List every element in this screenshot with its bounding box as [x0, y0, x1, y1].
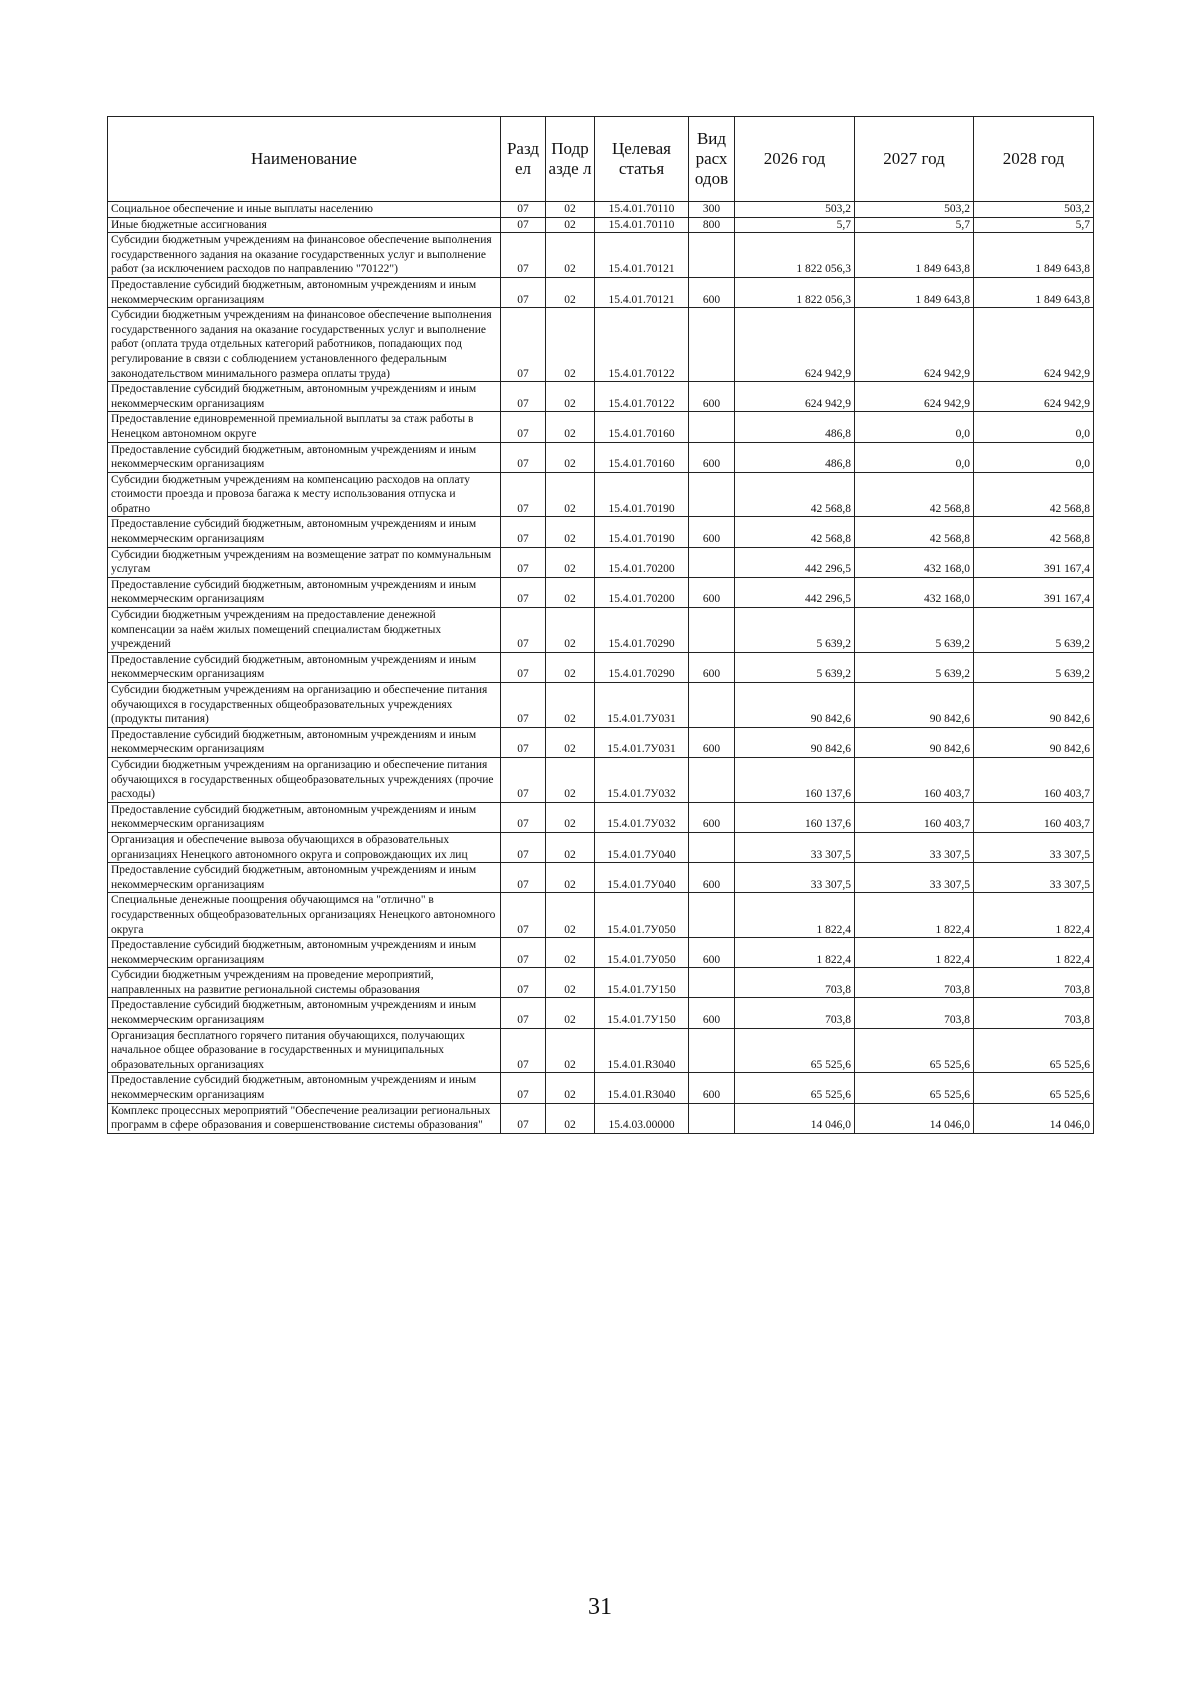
cell-2027: 703,8: [855, 998, 974, 1028]
table-row: [108, 1028, 1094, 1073]
cell-name: Субсидии бюджетным учреждениям на организацию и обеспечение питания обучающихся в государственных общеобразовательных учреждениях (продукты питания): [108, 683, 501, 728]
cell-vid: 800: [689, 217, 735, 233]
table-row: [108, 863, 1094, 893]
table-row: [108, 233, 1094, 278]
cell-celevaya: 15.4.01.7У032: [595, 802, 689, 832]
cell-2026: 160 137,6: [735, 802, 855, 832]
table-row: [108, 217, 1094, 233]
cell-podrazdel: 02: [546, 277, 595, 307]
cell-2026: 1 822 056,3: [735, 277, 855, 307]
cell-razdel: 07: [501, 547, 546, 577]
cell-podrazdel: 02: [546, 577, 595, 607]
cell-2026: 503,2: [735, 202, 855, 218]
cell-2028: 5,7: [974, 217, 1094, 233]
cell-celevaya: 15.4.01.70122: [595, 382, 689, 412]
table-row: [108, 308, 1094, 382]
cell-podrazdel: 02: [546, 217, 595, 233]
cell-2026: 65 525,6: [735, 1073, 855, 1103]
cell-razdel: 07: [501, 412, 546, 442]
cell-2027: 5 639,2: [855, 608, 974, 653]
cell-name: Предоставление субсидий бюджетным, автономным учреждениям и иным некоммерческим организациям: [108, 652, 501, 682]
cell-2026: 1 822 056,3: [735, 233, 855, 278]
cell-podrazdel: 02: [546, 233, 595, 278]
cell-podrazdel: 02: [546, 832, 595, 862]
cell-2027: 33 307,5: [855, 832, 974, 862]
cell-2027: 1 822,4: [855, 938, 974, 968]
header-2026: 2026 год: [735, 117, 855, 202]
cell-celevaya: 15.4.01.70290: [595, 652, 689, 682]
cell-celevaya: 15.4.01.70110: [595, 217, 689, 233]
cell-2026: 624 942,9: [735, 382, 855, 412]
cell-2026: 5,7: [735, 217, 855, 233]
cell-celevaya: 15.4.01.70200: [595, 577, 689, 607]
cell-podrazdel: 02: [546, 1073, 595, 1103]
cell-vid: [689, 412, 735, 442]
cell-celevaya: 15.4.01.7У040: [595, 863, 689, 893]
cell-razdel: 07: [501, 652, 546, 682]
header-razdel: Разд ел: [501, 117, 546, 202]
cell-2028: 33 307,5: [974, 863, 1094, 893]
cell-celevaya: 15.4.01.70110: [595, 202, 689, 218]
cell-name: Субсидии бюджетным учреждениям на финансовое обеспечение выполнения государственного задания на оказание государственных услуг и выполнение работ (оплата труда отдельных категорий работников, попадающих под регулирование в связи с соблюдением установленного федеральным законодательством минимального размера оплаты труда): [108, 308, 501, 382]
cell-razdel: 07: [501, 277, 546, 307]
cell-2028: 14 046,0: [974, 1103, 1094, 1133]
cell-vid: 600: [689, 802, 735, 832]
cell-razdel: 07: [501, 442, 546, 472]
cell-vid: 600: [689, 382, 735, 412]
cell-razdel: 07: [501, 968, 546, 998]
cell-name: Организация и обеспечение вывоза обучающихся в образовательных организациях Ненецкого автономного округа и сопровождающих их лиц: [108, 832, 501, 862]
cell-2026: 90 842,6: [735, 727, 855, 757]
cell-2028: 1 849 643,8: [974, 277, 1094, 307]
cell-podrazdel: 02: [546, 472, 595, 517]
table-row: [108, 938, 1094, 968]
cell-podrazdel: 02: [546, 802, 595, 832]
cell-2028: 42 568,8: [974, 472, 1094, 517]
cell-2027: 703,8: [855, 968, 974, 998]
cell-2028: 65 525,6: [974, 1028, 1094, 1073]
cell-podrazdel: 02: [546, 1103, 595, 1133]
cell-name: Субсидии бюджетным учреждениям на возмещение затрат по коммунальным услугам: [108, 547, 501, 577]
cell-name: Предоставление субсидий бюджетным, автономным учреждениям и иным некоммерческим организациям: [108, 442, 501, 472]
cell-2028: 65 525,6: [974, 1073, 1094, 1103]
cell-2028: 1 822,4: [974, 938, 1094, 968]
cell-vid: [689, 1103, 735, 1133]
cell-name: Предоставление субсидий бюджетным, автономным учреждениям и иным некоммерческим организациям: [108, 727, 501, 757]
table-row: [108, 412, 1094, 442]
cell-2026: 442 296,5: [735, 547, 855, 577]
cell-2026: 14 046,0: [735, 1103, 855, 1133]
cell-2027: 432 168,0: [855, 577, 974, 607]
cell-2028: 391 167,4: [974, 547, 1094, 577]
header-celevaya: Целевая статья: [595, 117, 689, 202]
cell-2027: 0,0: [855, 442, 974, 472]
cell-2027: 5,7: [855, 217, 974, 233]
cell-vid: [689, 233, 735, 278]
cell-2028: 1 822,4: [974, 893, 1094, 938]
cell-vid: 600: [689, 517, 735, 547]
cell-razdel: 07: [501, 863, 546, 893]
cell-vid: 600: [689, 938, 735, 968]
cell-celevaya: 15.4.01.70160: [595, 442, 689, 472]
cell-podrazdel: 02: [546, 517, 595, 547]
cell-celevaya: 15.4.01.70121: [595, 233, 689, 278]
cell-2028: 0,0: [974, 412, 1094, 442]
table-row: [108, 202, 1094, 218]
cell-razdel: 07: [501, 382, 546, 412]
cell-2027: 624 942,9: [855, 382, 974, 412]
cell-vid: [689, 683, 735, 728]
cell-celevaya: 15.4.01.7У050: [595, 938, 689, 968]
cell-2026: 703,8: [735, 998, 855, 1028]
cell-2028: 703,8: [974, 998, 1094, 1028]
cell-celevaya: 15.4.01.7У032: [595, 757, 689, 802]
cell-podrazdel: 02: [546, 652, 595, 682]
cell-celevaya: 15.4.01.70121: [595, 277, 689, 307]
cell-name: Предоставление субсидий бюджетным, автономным учреждениям и иным некоммерческим организациям: [108, 1073, 501, 1103]
cell-podrazdel: 02: [546, 727, 595, 757]
cell-celevaya: 15.4.03.00000: [595, 1103, 689, 1133]
cell-celevaya: 15.4.01.7У150: [595, 968, 689, 998]
table-row: [108, 757, 1094, 802]
cell-podrazdel: 02: [546, 757, 595, 802]
cell-celevaya: 15.4.01.7У031: [595, 727, 689, 757]
table-row: [108, 1103, 1094, 1133]
cell-2026: 90 842,6: [735, 683, 855, 728]
table-row: [108, 547, 1094, 577]
cell-name: Предоставление субсидий бюджетным, автономным учреждениям и иным некоммерческим организациям: [108, 277, 501, 307]
cell-razdel: 07: [501, 832, 546, 862]
cell-2027: 5 639,2: [855, 652, 974, 682]
cell-vid: [689, 832, 735, 862]
cell-celevaya: 15.4.01.7У150: [595, 998, 689, 1028]
cell-razdel: 07: [501, 202, 546, 218]
cell-2028: 624 942,9: [974, 382, 1094, 412]
cell-vid: 600: [689, 727, 735, 757]
cell-vid: [689, 308, 735, 382]
cell-2028: 0,0: [974, 442, 1094, 472]
cell-razdel: 07: [501, 1028, 546, 1073]
cell-vid: 600: [689, 1073, 735, 1103]
cell-podrazdel: 02: [546, 683, 595, 728]
table-row: [108, 968, 1094, 998]
cell-2027: 0,0: [855, 412, 974, 442]
cell-2026: 160 137,6: [735, 757, 855, 802]
cell-2026: 624 942,9: [735, 308, 855, 382]
cell-2027: 1 849 643,8: [855, 277, 974, 307]
cell-name: Предоставление субсидий бюджетным, автономным учреждениям и иным некоммерческим организациям: [108, 382, 501, 412]
cell-vid: 600: [689, 998, 735, 1028]
cell-celevaya: 15.4.01.70200: [595, 547, 689, 577]
table-row: [108, 683, 1094, 728]
cell-razdel: 07: [501, 233, 546, 278]
cell-podrazdel: 02: [546, 863, 595, 893]
cell-razdel: 07: [501, 517, 546, 547]
cell-vid: 600: [689, 577, 735, 607]
cell-2026: 42 568,8: [735, 472, 855, 517]
cell-2028: 90 842,6: [974, 683, 1094, 728]
cell-podrazdel: 02: [546, 202, 595, 218]
cell-podrazdel: 02: [546, 938, 595, 968]
cell-razdel: 07: [501, 577, 546, 607]
cell-celevaya: 15.4.01.70160: [595, 412, 689, 442]
cell-podrazdel: 02: [546, 1028, 595, 1073]
header-2028: 2028 год: [974, 117, 1094, 202]
cell-2026: 5 639,2: [735, 652, 855, 682]
cell-2028: 503,2: [974, 202, 1094, 218]
header-2027: 2027 год: [855, 117, 974, 202]
cell-2027: 160 403,7: [855, 757, 974, 802]
table-row: [108, 802, 1094, 832]
header-vid: Вид расх одов: [689, 117, 735, 202]
cell-2026: 65 525,6: [735, 1028, 855, 1073]
cell-2027: 42 568,8: [855, 517, 974, 547]
table-body: [108, 202, 1094, 1134]
cell-2028: 90 842,6: [974, 727, 1094, 757]
cell-vid: 600: [689, 863, 735, 893]
cell-2028: 5 639,2: [974, 652, 1094, 682]
cell-vid: 600: [689, 652, 735, 682]
cell-vid: [689, 547, 735, 577]
cell-name: Предоставление единовременной премиальной выплаты за стаж работы в Ненецком автономном округе: [108, 412, 501, 442]
cell-name: Субсидии бюджетным учреждениям на организацию и обеспечение питания обучающихся в государственных общеобразовательных учреждениях (прочие расходы): [108, 757, 501, 802]
cell-2026: 1 822,4: [735, 938, 855, 968]
cell-name: Предоставление субсидий бюджетным, автономным учреждениям и иным некоммерческим организациям: [108, 517, 501, 547]
cell-2028: 160 403,7: [974, 757, 1094, 802]
table-row: [108, 442, 1094, 472]
cell-podrazdel: 02: [546, 998, 595, 1028]
cell-name: Субсидии бюджетным учреждениям на финансовое обеспечение выполнения государственного задания на оказание государственных услуг и выполнение работ (за исключением расходов по направлению "70122"): [108, 233, 501, 278]
cell-name: Комплекс процессных мероприятий "Обеспечение реализации региональных программ в сфере образования и совершенствование системы образования": [108, 1103, 501, 1133]
cell-razdel: 07: [501, 998, 546, 1028]
cell-2027: 65 525,6: [855, 1073, 974, 1103]
cell-razdel: 07: [501, 727, 546, 757]
cell-podrazdel: 02: [546, 608, 595, 653]
table-header-row: [108, 117, 1094, 202]
cell-razdel: 07: [501, 802, 546, 832]
cell-2026: 33 307,5: [735, 832, 855, 862]
cell-name: Иные бюджетные ассигнования: [108, 217, 501, 233]
cell-podrazdel: 02: [546, 308, 595, 382]
cell-2026: 1 822,4: [735, 893, 855, 938]
cell-2027: 432 168,0: [855, 547, 974, 577]
table-row: [108, 652, 1094, 682]
page-number: 31: [588, 1594, 612, 1620]
cell-2028: 160 403,7: [974, 802, 1094, 832]
cell-podrazdel: 02: [546, 547, 595, 577]
cell-razdel: 07: [501, 683, 546, 728]
table-row: [108, 893, 1094, 938]
cell-2027: 1 822,4: [855, 893, 974, 938]
cell-2028: 624 942,9: [974, 308, 1094, 382]
cell-razdel: 07: [501, 472, 546, 517]
cell-razdel: 07: [501, 938, 546, 968]
cell-celevaya: 15.4.01.7У031: [595, 683, 689, 728]
cell-vid: [689, 893, 735, 938]
cell-name: Предоставление субсидий бюджетным, автономным учреждениям и иным некоммерческим организациям: [108, 802, 501, 832]
cell-name: Организация бесплатного горячего питания обучающихся, получающих начальное общее образование в государственных и муниципальных образовательных организациях: [108, 1028, 501, 1073]
table-row: [108, 472, 1094, 517]
table-row: [108, 998, 1094, 1028]
cell-2026: 33 307,5: [735, 863, 855, 893]
cell-celevaya: 15.4.01.7У040: [595, 832, 689, 862]
table-row: [108, 382, 1094, 412]
cell-name: Социальное обеспечение и иные выплаты населению: [108, 202, 501, 218]
table-row: [108, 277, 1094, 307]
cell-2028: 42 568,8: [974, 517, 1094, 547]
cell-name: Специальные денежные поощрения обучающимся на "отлично" в государственных общеобразовательных организациях Ненецкого автономного округа: [108, 893, 501, 938]
cell-2027: 160 403,7: [855, 802, 974, 832]
cell-name: Предоставление субсидий бюджетным, автономным учреждениям и иным некоммерческим организациям: [108, 577, 501, 607]
cell-2026: 42 568,8: [735, 517, 855, 547]
cell-name: Субсидии бюджетным учреждениям на проведение мероприятий, направленных на развитие региональной системы образования: [108, 968, 501, 998]
cell-podrazdel: 02: [546, 382, 595, 412]
cell-2026: 703,8: [735, 968, 855, 998]
cell-celevaya: 15.4.01.R3040: [595, 1028, 689, 1073]
cell-2028: 33 307,5: [974, 832, 1094, 862]
cell-name: Субсидии бюджетным учреждениям на компенсацию расходов на оплату стоимости проезда и провоза багажа к месту использования отпуска и обратно: [108, 472, 501, 517]
cell-podrazdel: 02: [546, 442, 595, 472]
cell-vid: 600: [689, 277, 735, 307]
header-name: Наименование: [108, 117, 501, 202]
cell-vid: [689, 968, 735, 998]
cell-2027: 503,2: [855, 202, 974, 218]
cell-2026: 486,8: [735, 412, 855, 442]
cell-razdel: 07: [501, 308, 546, 382]
cell-2028: 703,8: [974, 968, 1094, 998]
cell-2027: 90 842,6: [855, 683, 974, 728]
cell-2026: 442 296,5: [735, 577, 855, 607]
cell-celevaya: 15.4.01.70290: [595, 608, 689, 653]
cell-2027: 33 307,5: [855, 863, 974, 893]
cell-podrazdel: 02: [546, 412, 595, 442]
cell-2026: 5 639,2: [735, 608, 855, 653]
cell-razdel: 07: [501, 1073, 546, 1103]
header-podrazdel: Подр азде л: [546, 117, 595, 202]
cell-razdel: 07: [501, 757, 546, 802]
cell-vid: [689, 608, 735, 653]
cell-name: Предоставление субсидий бюджетным, автономным учреждениям и иным некоммерческим организациям: [108, 938, 501, 968]
cell-2026: 486,8: [735, 442, 855, 472]
cell-2027: 624 942,9: [855, 308, 974, 382]
cell-2028: 1 849 643,8: [974, 233, 1094, 278]
cell-vid: 300: [689, 202, 735, 218]
cell-vid: [689, 472, 735, 517]
cell-razdel: 07: [501, 1103, 546, 1133]
cell-name: Субсидии бюджетным учреждениям на предоставление денежной компенсации за наём жилых помещений специалистам бюджетных учреждений: [108, 608, 501, 653]
cell-2028: 5 639,2: [974, 608, 1094, 653]
cell-vid: 600: [689, 442, 735, 472]
cell-vid: [689, 1028, 735, 1073]
cell-celevaya: 15.4.01.70190: [595, 517, 689, 547]
cell-2027: 90 842,6: [855, 727, 974, 757]
cell-name: Предоставление субсидий бюджетным, автономным учреждениям и иным некоммерческим организациям: [108, 998, 501, 1028]
cell-2027: 42 568,8: [855, 472, 974, 517]
cell-2027: 1 849 643,8: [855, 233, 974, 278]
cell-razdel: 07: [501, 217, 546, 233]
cell-celevaya: 15.4.01.7У050: [595, 893, 689, 938]
cell-name: Предоставление субсидий бюджетным, автономным учреждениям и иным некоммерческим организациям: [108, 863, 501, 893]
table-row: [108, 832, 1094, 862]
cell-celevaya: 15.4.01.R3040: [595, 1073, 689, 1103]
cell-podrazdel: 02: [546, 968, 595, 998]
table-row: [108, 577, 1094, 607]
table-row: [108, 1073, 1094, 1103]
cell-razdel: 07: [501, 893, 546, 938]
cell-2027: 14 046,0: [855, 1103, 974, 1133]
cell-razdel: 07: [501, 608, 546, 653]
table-row: [108, 517, 1094, 547]
table-row: [108, 608, 1094, 653]
cell-2027: 65 525,6: [855, 1028, 974, 1073]
cell-2028: 391 167,4: [974, 577, 1094, 607]
cell-celevaya: 15.4.01.70122: [595, 308, 689, 382]
table-row: [108, 727, 1094, 757]
budget-table: [107, 116, 1094, 1134]
cell-podrazdel: 02: [546, 893, 595, 938]
cell-vid: [689, 757, 735, 802]
cell-celevaya: 15.4.01.70190: [595, 472, 689, 517]
